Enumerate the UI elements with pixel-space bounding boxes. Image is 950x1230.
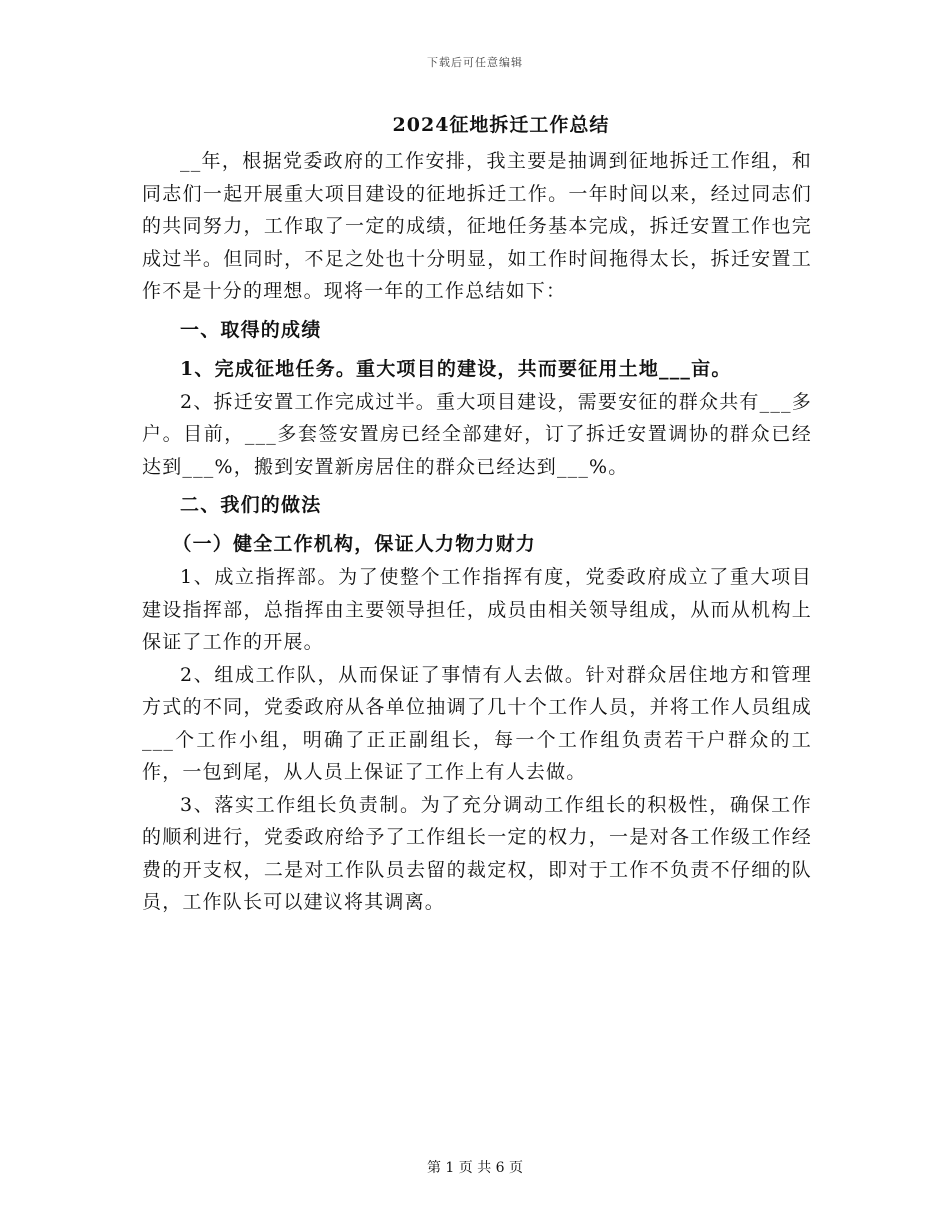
item-leader-responsibility: 3、落实工作组长负责制。为了充分调动工作组长的积极性，确保工作的顺利进行，党委政府给予了工作组长一定的权力，一是对各工作级工作经费的开支权，二是对工作队员去留的裁定权，即对于工作不负责不仔细的队员，工作队长可以建议将其调离。 bbox=[142, 793, 812, 913]
document-body bbox=[142, 110, 812, 919]
item-command-center: 1、成立指挥部。为了使整个工作指挥有度，党委政府成立了重大项目建设指挥部，总指挥由主要领导担任，成员由相关领导组成，从而从机构上保证了工作的开展。 bbox=[142, 566, 812, 653]
subsection-heading-organization: （一）健全工作机构，保证人力物力财力 bbox=[172, 533, 536, 555]
section-heading-methods: 二、我们的做法 bbox=[180, 494, 322, 516]
item-land-acquisition: 1、完成征地任务。重大项目的建设，共而要征用土地___亩。 bbox=[180, 357, 732, 380]
header-note: 下载后可任意编辑 bbox=[427, 56, 523, 69]
page-number: 第 1 页 共 6 页 bbox=[426, 1160, 524, 1176]
intro-paragraph: __年，根据党委政府的工作安排，我主要是抽调到征地拆迁工作组，和同志们一起开展重大项目建设的征地拆迁工作。一年时间以来，经过同志们的共同努力，工作取了一定的成绩，征地任务基本完成，拆迁安置工作也完成过半。但同时，不足之处也十分明显，如工作时间拖得太长，拆迁安置工作不是十分的理想。现将一年的工作总结如下： bbox=[142, 150, 812, 302]
document-title: 2024征地拆迁工作总结 bbox=[392, 114, 610, 136]
item-resettlement: 2、拆迁安置工作完成过半。重大项目建设，需要安征的群众共有___多户。目前，___多套签安置房已经全部建好，订了拆迁安置调协的群众已经达到___%，搬到安置新房居住的群众已经达到___%。 bbox=[142, 390, 812, 478]
item-work-teams: 2、组成工作队，从而保证了事情有人去做。针对群众居住地方和管理方式的不同，党委政府从各单位抽调了几十个工作人员，并将工作人员组成___个工作小组，明确了正正副组长，每一个工作组负责若干户群众的工作，一包到尾，从人员上保证了工作上有人去做。 bbox=[142, 663, 812, 783]
section-heading-achievements: 一、取得的成绩 bbox=[180, 318, 322, 341]
